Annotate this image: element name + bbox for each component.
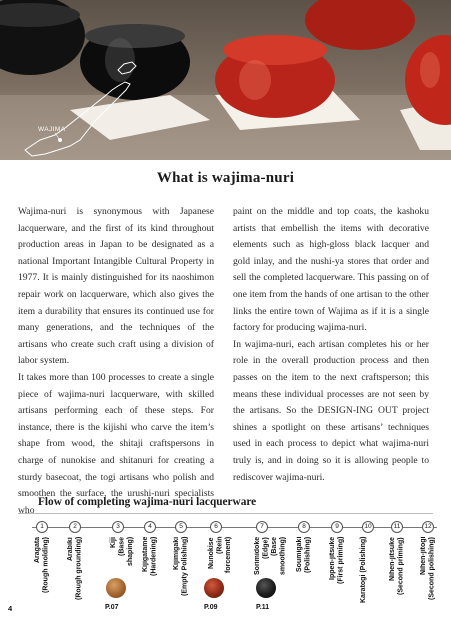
- section-divider: [18, 513, 433, 514]
- step-label: Karatogi (Polishing): [360, 537, 367, 604]
- body-paragraph: It takes more than 100 processes to create a single piece of wajima-nuri lacquerware, with skilled artisans performing each of these steps. For instance, there is the kijishi who carve the item’s shape from wood, the shitaji craftspersons in charge of nunokise and shitanuri for creating a sturdy basecoat, the togi artisans who polish and smoothen the surface, the urushi-nuri specialists who: [18, 371, 214, 516]
- flow-step: [67, 521, 89, 613]
- step-label: Nunokise (Rein forcement): [208, 537, 232, 574]
- flow-step: [142, 521, 164, 613]
- step-number: 1: [36, 521, 48, 533]
- step-number: 6: [210, 521, 222, 533]
- flow-step: [34, 521, 56, 613]
- step-label: Nihen-jitsuke (Second priming): [389, 537, 405, 595]
- page-number: 4: [8, 604, 13, 613]
- page-reference-link[interactable]: P.07: [105, 604, 119, 611]
- step-label: Aragata (Rough molding): [34, 537, 50, 593]
- flow-step: [389, 521, 411, 613]
- step-label: Sorimidoke (Edge) (Base smoothing): [254, 537, 287, 576]
- bowl-thumbnail-red: [204, 578, 224, 598]
- flow-step: [208, 521, 230, 613]
- step-label: Arabiki (Rough grounding): [67, 537, 83, 601]
- step-label: Kiji (Base shaping): [110, 537, 134, 567]
- page-reference-link[interactable]: P.11: [256, 604, 270, 611]
- step-number: 8: [298, 521, 310, 533]
- flow-step: [173, 521, 195, 613]
- flow-step: [254, 521, 287, 613]
- bowl-thumbnail-wood: [106, 578, 126, 598]
- body-column-left: [18, 204, 214, 519]
- flow-step: [360, 521, 382, 613]
- step-number: 5: [175, 521, 187, 533]
- step-number: 7: [256, 521, 268, 533]
- step-label: Nihen-jitogi (Second polishing): [420, 537, 436, 600]
- step-number: 3: [112, 521, 124, 533]
- page-reference-link[interactable]: P.09: [204, 604, 218, 611]
- lacquer-bowls-illustration: [0, 0, 451, 160]
- step-number: 2: [69, 521, 81, 533]
- body-paragraph: In wajima-nuri, each artisan completes his or her role in the overall production process and then passes on the item to the next craftsperson; this means these individual processes are not seen by the artisans. So the DESIGN-ING OUT project shines a spotlight on these artisans’ techniques used in each process to depict what wajima-nuri truly is, and in doing so it is allowing people to rediscover wajima-nuri.: [233, 338, 429, 483]
- step-number: 10: [362, 521, 374, 533]
- flow-step: [420, 521, 442, 613]
- step-label: Kijigatame (Hardening): [142, 537, 158, 577]
- page-title: What is wajima-nuri: [156, 170, 295, 186]
- step-number: 4: [144, 521, 156, 533]
- body-paragraph: paint on the middle and top coats, the kashoku artists that embellish the items with decorative elements such as high-gloss black lacquer and gold inlay, and the nushi-ya stores that order and sell the completed lacquerware. This passing on of one item from the hands of one artisan to the other links the entire town of Wajima as if it is a single factory for producing wajima-nuri.: [233, 206, 429, 334]
- step-number: 11: [391, 521, 403, 533]
- flow-step: [110, 521, 132, 613]
- step-label: Kijimigaki (Empty Polishing): [173, 537, 189, 597]
- step-label: Ippen-jitsuke (First priming): [329, 537, 345, 585]
- body-paragraph: Wajima-nuri is synonymous with Japanese lacquerware, and the first of its kind throughout production areas in Japan to be designated as a national Important Intangible Cultural Property in 1977. It is mainly distinguished for its naoshimon repair work on lacquerware, which also gives the item a durability that ensures its continued use for many generations, and the techniques of the artisans who create such craft using a division of labor system.: [18, 206, 214, 367]
- step-label: Soumigaki (Polishing): [296, 537, 312, 574]
- step-number: 12: [422, 521, 434, 533]
- body-column-right: [233, 204, 429, 486]
- step-number: 9: [331, 521, 343, 533]
- map-location-label: WAJIMA: [38, 126, 66, 133]
- hero-photo: [0, 0, 451, 160]
- flow-title: Flow of completing wajima-nuri lacquerware: [38, 496, 257, 508]
- flow-step: [329, 521, 351, 613]
- flow-step: [296, 521, 318, 613]
- bowl-thumbnail-black: [256, 578, 276, 598]
